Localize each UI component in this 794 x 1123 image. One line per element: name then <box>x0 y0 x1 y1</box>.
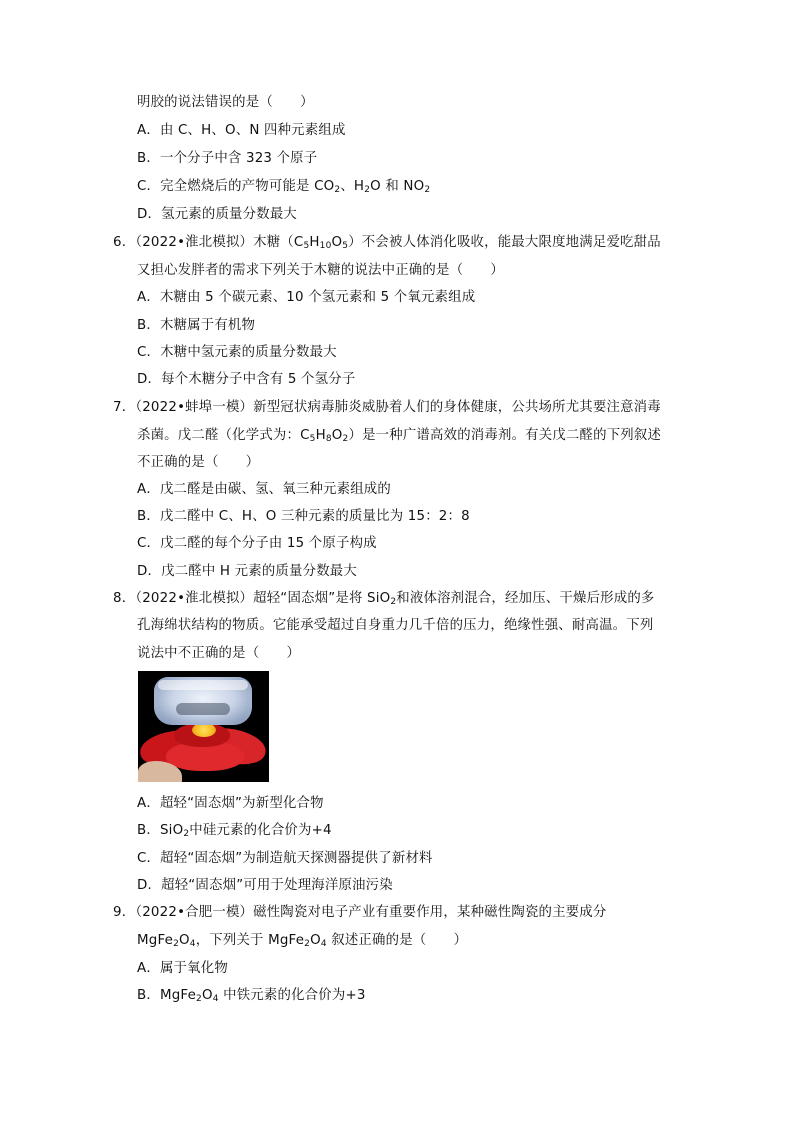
q7-stem-line1: 7．（2022•蚌埠一模）新型冠状病毒肺炎威胁着人们的身体健康，公共场所尤其要注意消毒 <box>113 400 661 415</box>
q9-stem-line1: 9．（2022•合肥一模）磁性陶瓷对电子产业有重要作用，某种磁性陶瓷的主要成分 <box>113 905 607 920</box>
q6-stem-line1: 6．（2022•淮北模拟）木糖$(C_5H_{10}O_5)$不会被人体消化吸收，能最大限度地满足爱吃甜品 <box>113 235 661 251</box>
q7-option-a: A．戊二醛是由碳、氢、氧三种元素组成的 <box>137 482 391 497</box>
q9-option-b: B．$MgFe_2O_4$ 中铁元素的化合价为+3 <box>137 988 366 1004</box>
q7-option-d: D．戊二醛中 H 元素的质量分数最大 <box>137 564 357 579</box>
q8-option-a: A．超轻“固态烟”为新型化合物 <box>137 796 324 811</box>
q8-option-b: B．SiO$_2$中硅元素的化合价为+4 <box>137 823 332 839</box>
q5-option-b: B．一个分子中含 323 个原子 <box>137 151 318 166</box>
q6-option-c: C．木糖中氢元素的质量分数最大 <box>137 345 337 360</box>
q6-option-d: D．每个木糖分子中含有 5 个氢分子 <box>137 372 356 387</box>
q8-option-c: C．超轻“固态烟”为制造航天探测器提供了新材料 <box>137 851 433 866</box>
q8-stem-line3: 说法中不正确的是（ ） <box>137 646 301 661</box>
q9-option-a: A．属于氧化物 <box>137 961 228 976</box>
q5-option-a: A．由 C、H、O、N 四种元素组成 <box>137 123 346 138</box>
q7-stem-line3: 不正确的是（ ） <box>137 455 260 470</box>
q7-option-c: C．戊二醛的每个分子由 15 个原子构成 <box>137 536 377 551</box>
q5-option-d: D．氢元素的质量分数最大 <box>137 207 298 222</box>
q8-option-d: D．超轻“固态烟”可用于处理海洋原油污染 <box>137 878 393 893</box>
q6-stem-line2: 又担心发胖者的需求下列关于木糖的说法中正确的是（ ） <box>137 263 504 278</box>
q8-stem-line2: 孔海绵状结构的物质。它能承受超过自身重力几千倍的压力，绝缘性强、耐高温。下列 <box>137 618 654 633</box>
q8-stem-line1: 8．（2022•淮北模拟）超轻“固态烟”是将 SiO$_2$和液体溶剂混合，经加压、干燥后形成的多 <box>113 591 655 607</box>
q9-stem-line2: $MgFe_2O_4$，下列关于 $MgFe_2O_4$ 叙述正确的是（ ） <box>137 933 468 949</box>
q6-option-b: B．木糖属于有机物 <box>137 318 256 333</box>
q7-stem-line2: 杀菌。戊二醛（化学式为：$C_5H_8O_2$）是一种广谱高效的消毒剂。有关戊二醛的下列叙述 <box>137 428 662 444</box>
aerogel-on-flower-photo <box>138 671 269 782</box>
q5-stem: 明胶的说法错误的是（ ） <box>137 95 314 110</box>
q5-option-c: C．完全燃烧后的产物可能是 $CO_2$、$H_2O$ 和 $NO_2$ <box>137 179 431 195</box>
q6-option-a: A．木糖由 5 个碳元素、10 个氢元素和 5 个氧元素组成 <box>137 290 476 305</box>
q7-option-b: B．戊二醛中 C、H、O 三种元素的质量比为 15：2：8 <box>137 509 470 524</box>
